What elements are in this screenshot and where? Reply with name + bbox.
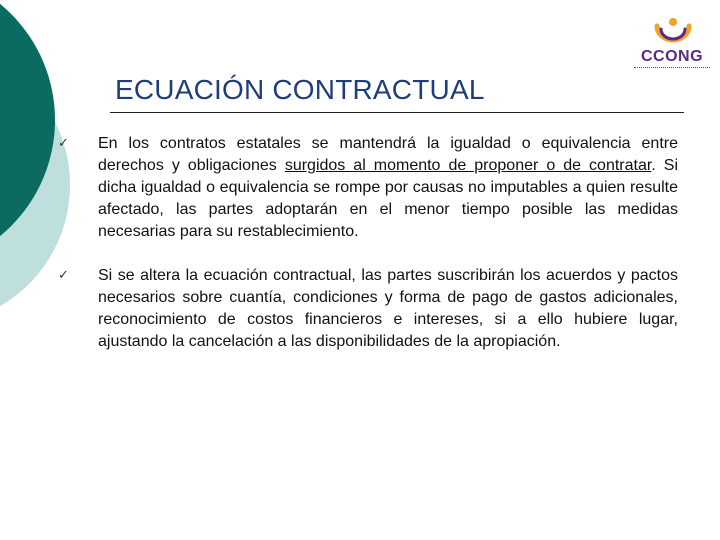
bullet-text-1	[98, 133, 678, 243]
logo-mark-icon	[632, 14, 712, 50]
bullet-text-1-end: . Si dicha igualdad o equivalencia se rompe por causas no imputables a quien resulte afectado, las partes adoptarán en el menor tiempo posible las medidas necesarias para su restablecimiento.	[98, 157, 678, 240]
logo-tagline-line	[634, 67, 710, 70]
ccong-logo	[632, 14, 712, 78]
bullet-text-2: Si se altera la ecuación contractual, las partes suscribirán los acuerdos y pactos necesarios sobre cuantía, condiciones y forma de pago de gastos adicionales, reconocimiento de costos financieros e intereses, si a ello hubiere lugar, ajustando la cancelación a las disponibilidades de la apropiación.	[98, 267, 678, 350]
bullet-item-2	[58, 265, 678, 353]
bullet-text-1-underlined: surgidos al momento de proponer o de contratar	[284, 157, 652, 174]
bullet-text-1-start: En los contratos estatales se mantendrá la igualdad o equivalencia entre derechos y obligaciones	[98, 135, 678, 174]
checkmark-icon: ✓	[58, 268, 69, 283]
bullet-list	[58, 133, 678, 375]
slide-title: ECUACIÓN CONTRACTUAL	[115, 74, 485, 105]
logo-wordmark: CCONG	[640, 48, 704, 65]
title-underline	[110, 112, 684, 113]
checkmark-icon: ✓	[58, 136, 69, 151]
bullet-item-1	[58, 133, 678, 243]
